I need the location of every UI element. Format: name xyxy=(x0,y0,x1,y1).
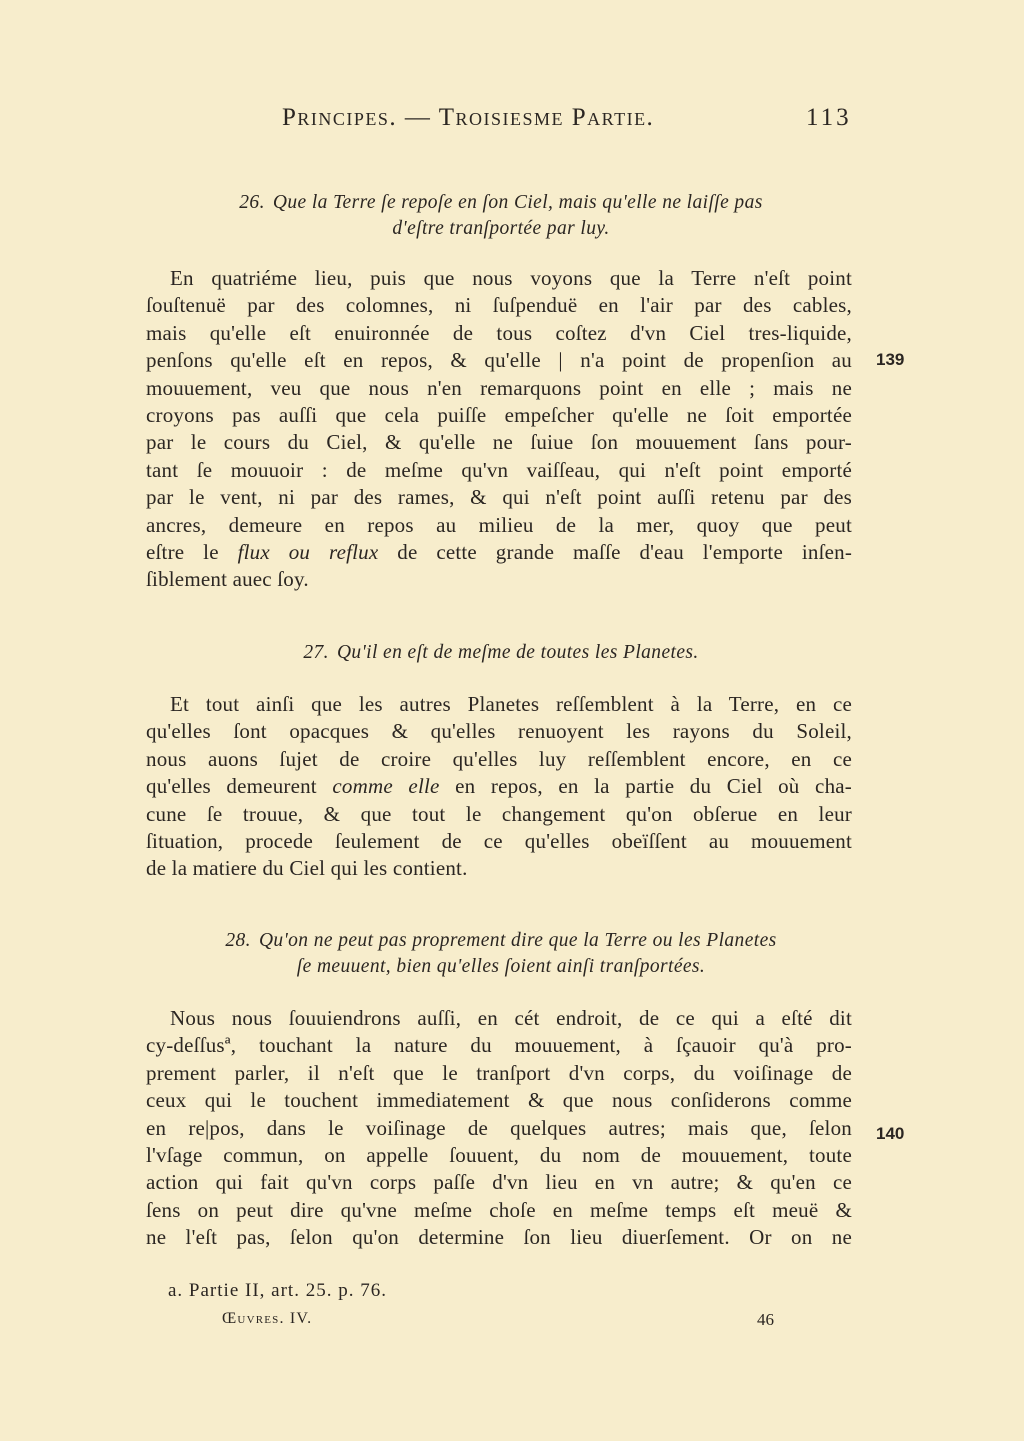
margin-page-number: 140 xyxy=(876,1124,905,1143)
signature-mark: Œuvres. IV. xyxy=(222,1310,313,1327)
article-number: 26. xyxy=(239,192,265,213)
text-line xyxy=(146,539,852,566)
page-header xyxy=(0,104,1024,138)
text-line: En quatriéme lieu, puis que nous voyons que la Terre n'eſt point xyxy=(170,266,852,290)
text-line: ceux qui le touchent immediatement & que nous conſiderons comme xyxy=(146,1088,852,1113)
heading-line: Qu'on ne peut pas proprement dire que la Terre ou les Planetes xyxy=(258,930,777,951)
italic-segment: comme elle xyxy=(332,774,440,799)
margin-page-number: 139 xyxy=(876,350,905,369)
text-line: nous auons ſujet de croire qu'elles luy reſſemblent encore, en ce xyxy=(146,746,852,771)
text-line: ſouſtenuë par des colomnes, ni ſuſpenduë en l'air par des cables, xyxy=(146,293,852,318)
text-line: Et tout ainſi que les autres Planetes reſſemblent à la Terre, en ce xyxy=(170,692,852,716)
article-heading-28 xyxy=(150,928,852,980)
article-body-26 xyxy=(146,265,852,594)
text-line: ancres, demeure en repos au milieu de la mer, quoy que peut xyxy=(146,512,852,537)
article-number: 27. xyxy=(303,642,329,663)
text-line: par le cours du Ciel, & qu'elle ne ſuiue ſon mouuement ſans pour- xyxy=(146,430,852,455)
text-line: ſiblement auec ſoy. xyxy=(146,567,309,592)
text-line: ne l'eſt pas, ſelon qu'on determine ſon lieu diuerſement. Or on ne xyxy=(146,1225,852,1250)
article-number: 28. xyxy=(225,930,251,951)
heading-line: Que la Terre ſe repoſe en ſon Ciel, mais qu'elle ne laiſſe pas xyxy=(272,192,763,213)
article-heading-26 xyxy=(150,190,852,242)
page-number: 113 xyxy=(806,104,852,131)
running-title: Principes. — Troisiesme Partie. xyxy=(282,104,655,131)
text-line: Nous nous ſouuiendrons auſſi, en cét endroit, de ce qui a eſté dit xyxy=(170,1006,852,1030)
text-line: croyons pas auſſi que cela puiſſe empeſcher qu'elle ne ſoit emportée xyxy=(146,402,852,427)
text-line: en re|pos, dans le voiſinage de quelques autres; mais que, ſelon xyxy=(146,1115,852,1140)
text-line: ſituation, procede ſeulement de ce qu'elles obeïſſent au mouuement xyxy=(146,828,852,853)
article-heading-27 xyxy=(150,640,852,666)
text-segment: qu'elles demeurent xyxy=(146,774,333,799)
signature-number: 46 xyxy=(757,1310,774,1329)
text-line: par le vent, ni par des rames, & qui n'eſt point auſſi retenu par des xyxy=(146,485,852,510)
article-body-28 xyxy=(146,1005,852,1252)
heading-line: Qu'il en eſt de meſme de toutes les Planetes. xyxy=(336,642,699,663)
heading-line: ſe meuuent, bien qu'elles ſoient ainſi tranſportées. xyxy=(296,956,706,977)
text-line: mais qu'elle eſt enuironnée de tous coſtez d'vn Ciel tres-liquide, xyxy=(146,320,852,345)
text-line: cune ſe trouue, & que tout le changement qu'on obſerue en leur xyxy=(146,801,852,826)
italic-segment: flux ou reflux xyxy=(237,539,379,564)
text-line: qu'elles ſont opacques & qu'elles renuoyent les rayons du Soleil, xyxy=(146,719,852,744)
text-segment: eſtre le xyxy=(146,539,238,564)
article-body-27 xyxy=(146,691,852,883)
text-line: cy-deſſusª, touchant la nature du mouuement, à ſçauoir qu'à pro- xyxy=(146,1033,852,1058)
text-line: penſons qu'elle eſt en repos, & qu'elle | n'a point de propenſion au xyxy=(146,348,852,373)
text-line: prement parler, il n'eſt que le tranſport d'vn corps, du voiſinage de xyxy=(146,1060,852,1085)
text-line: tant ſe mouuoir : de meſme qu'vn vaiſſeau, qui n'eſt point emporté xyxy=(146,457,852,482)
footnote: a. Partie II, art. 25. p. 76. xyxy=(168,1280,387,1301)
text-line xyxy=(146,773,852,800)
text-line: mouuement, veu que nous n'en remarquons point en elle ; mais ne xyxy=(146,375,852,400)
text-segment: en repos, en la partie du Ciel où cha- xyxy=(439,774,852,799)
text-line: ſens on peut dire qu'vne meſme choſe en meſme temps eſt meuë & xyxy=(146,1197,852,1222)
heading-line: d'eſtre tranſportée par luy. xyxy=(392,218,610,239)
text-line: action qui fait qu'vn corps paſſe d'vn lieu en vn autre; & qu'en ce xyxy=(146,1170,852,1195)
text-line: l'vſage commun, on appelle ſouuent, du nom de mouuement, toute xyxy=(146,1142,852,1167)
text-segment: de cette grande maſſe d'eau l'emporte inſen- xyxy=(378,539,853,564)
text-line: de la matiere du Ciel qui les contient. xyxy=(146,856,468,881)
